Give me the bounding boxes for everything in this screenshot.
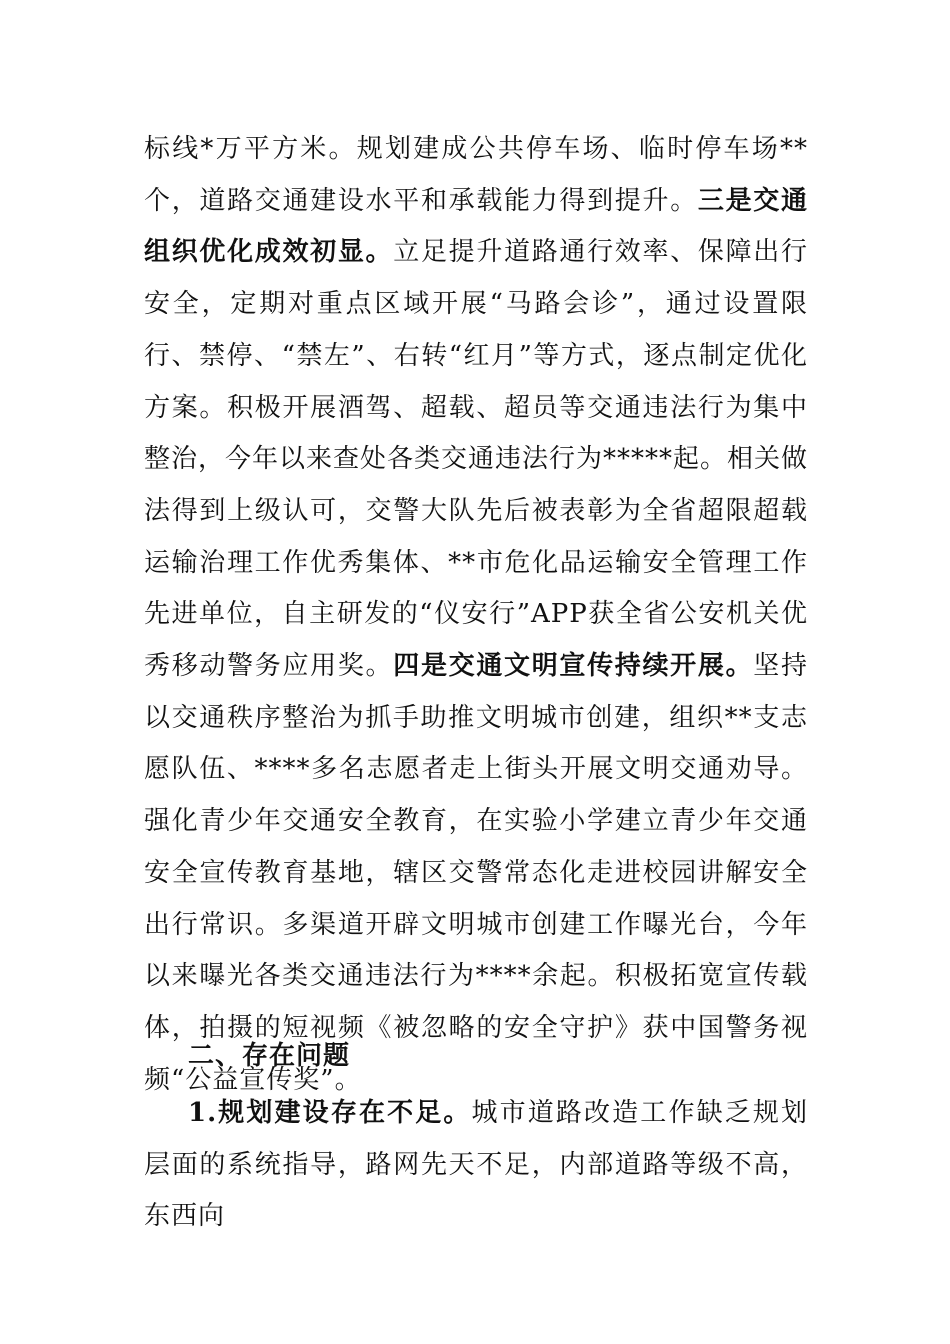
issue-paragraph bbox=[144, 1088, 808, 1243]
paragraph-text: 立足提升道路通行效率、保障出行安全，定期对重点区域开展“马路会诊”，通过设置限行、禁停、“禁左”、右转“红月”等方式，逐点制定优化方案。积极开展酒驾、超载、超员等交通违法行为集中整治，今年以来查处各类交通违法行为*****起。相关做法得到上级认可，交警大队先后被表彰为全省超限超载运输治理工作优秀集体、**市危化品运输安全管理工作先进单位，自主研发的“仪安行”APP获全省公安机关优秀移动警务应用奖。 bbox=[144, 237, 809, 682]
issue-text: 城市道路改造工作缺乏规划层面的系统指导，路网先天不足，内部道路等级不高，东西向 bbox=[144, 1098, 808, 1232]
body-paragraph bbox=[144, 124, 808, 1106]
paragraph-text: 标线*万平方米。规划建成公共停车场、临时停车场**个，道路交通建设水平和承载能力得到提升。 bbox=[144, 134, 808, 216]
bold-lead-3: 三是交通组织优化成效初显。 bbox=[144, 185, 808, 268]
paragraph-text: 坚持以交通秩序整治为抓手助推文明城市创建，组织**支志愿队伍、****多名志愿者走上街头开展文明交通劝导。强化青少年交通安全教育，在实验小学建立青少年交通安全宣传教育基地，辖区交警常态化走进校园讲解安全出行常识。多渠道开辟文明城市创建工作曝光台，今年以来曝光各类交通违法行为****余起。积极拓宽宣传载体，拍摄的短视频《被忽略的安全守护》获中国警务视频“公益宣传奖”。 bbox=[144, 651, 808, 1095]
issue-lead: 1.规划建设存在不足。 bbox=[188, 1098, 472, 1128]
section-heading: 二、存在问题 bbox=[188, 1041, 351, 1071]
bold-lead-4: 四是交通文明宣传持续开展。 bbox=[393, 651, 754, 682]
